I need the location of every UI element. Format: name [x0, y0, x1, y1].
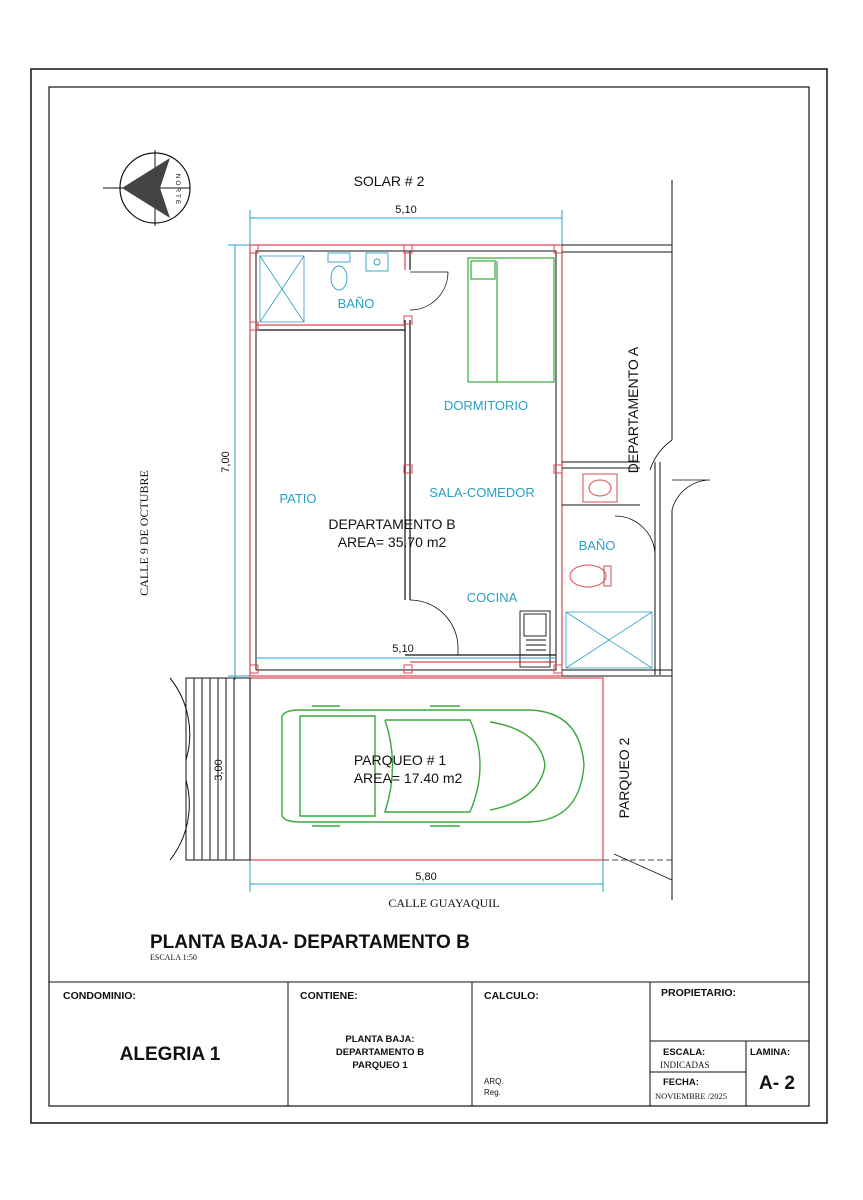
bed-icon	[468, 258, 554, 382]
main-door	[410, 600, 458, 655]
propietario-label: PROPIETARIO:	[661, 987, 737, 999]
kitchen-sink-icon	[520, 611, 550, 667]
door-bano-1	[410, 272, 448, 310]
escala-value: INDICADAS	[660, 1060, 710, 1070]
street-bottom-label: CALLE GUAYAQUIL	[388, 896, 500, 910]
dimension-parking-left-label: 3,00	[213, 759, 225, 781]
room-dormitorio: DORMITORIO	[443, 398, 529, 413]
north-label: NORTE	[174, 173, 181, 207]
sink-icon	[366, 253, 388, 271]
dimension-mid-label: 5,10	[392, 643, 414, 655]
contiene-line-2: DEPARTAMENTO B	[335, 1047, 425, 1058]
room-bano-2: BAÑO	[578, 538, 616, 553]
wall-markers	[250, 245, 562, 673]
parking-1-label: PARQUEO # 1	[353, 752, 447, 768]
room-cocina: COCINA	[466, 590, 518, 605]
department-b-area: AREA= 35.70 m2	[337, 534, 447, 550]
contiene-line-1: PLANTA BAJA:	[345, 1034, 415, 1045]
shower-1	[260, 256, 304, 322]
parking-1-area	[250, 678, 603, 860]
room-bano-1: BAÑO	[337, 296, 375, 311]
door-departamento-a	[650, 440, 710, 510]
dimension-top-label: 5,10	[395, 204, 417, 216]
parking-1-area-label: AREA= 17.40 m2	[353, 770, 463, 786]
street-left-label: CALLE 9 DE OCTUBRE	[137, 470, 151, 596]
door-bano-2	[615, 516, 655, 555]
contiene-label: CONTIENE:	[300, 990, 358, 1002]
sink-2-icon	[583, 474, 617, 502]
lamina-value: A- 2	[759, 1073, 795, 1094]
room-sala-comedor: SALA-COMEDOR	[429, 485, 535, 500]
fecha-label: FECHA:	[663, 1077, 699, 1088]
shower-2	[566, 612, 652, 668]
lamina-label: LAMINA:	[750, 1047, 791, 1058]
arq-label: ARQ.	[484, 1077, 504, 1086]
sheet-title: PLANTA BAJA- DEPARTAMENTO B	[150, 932, 470, 953]
solar-label: SOLAR # 2	[353, 173, 425, 189]
toilet-2-icon	[570, 565, 611, 587]
sheet-scale: ESCALA 1:50	[150, 953, 197, 962]
parking-left-stairs	[170, 678, 250, 860]
reg-label: Reg.	[484, 1088, 501, 1097]
department-b-label: DEPARTAMENTO B	[328, 516, 456, 532]
department-b-walls	[250, 245, 562, 676]
north-arrow-icon	[103, 150, 190, 226]
dimension-left-label: 7,00	[220, 451, 232, 473]
condominio-value: ALEGRIA 1	[119, 1044, 221, 1065]
dimension-bottom-label: 5,80	[415, 871, 437, 883]
calculo-label: CALCULO:	[484, 990, 539, 1002]
parking-2-label: PARQUEO 2	[616, 737, 632, 819]
toilet-icon	[328, 253, 350, 290]
escala-label: ESCALA:	[663, 1047, 706, 1058]
fecha-value: NOVIEMBRE /2025	[655, 1091, 728, 1101]
contiene-line-3: PARQUEO 1	[352, 1060, 408, 1071]
department-a-label: DEPARTAMENTO A	[625, 346, 641, 474]
condominio-label: CONDOMINIO:	[63, 990, 136, 1002]
room-patio: PATIO	[279, 491, 317, 506]
